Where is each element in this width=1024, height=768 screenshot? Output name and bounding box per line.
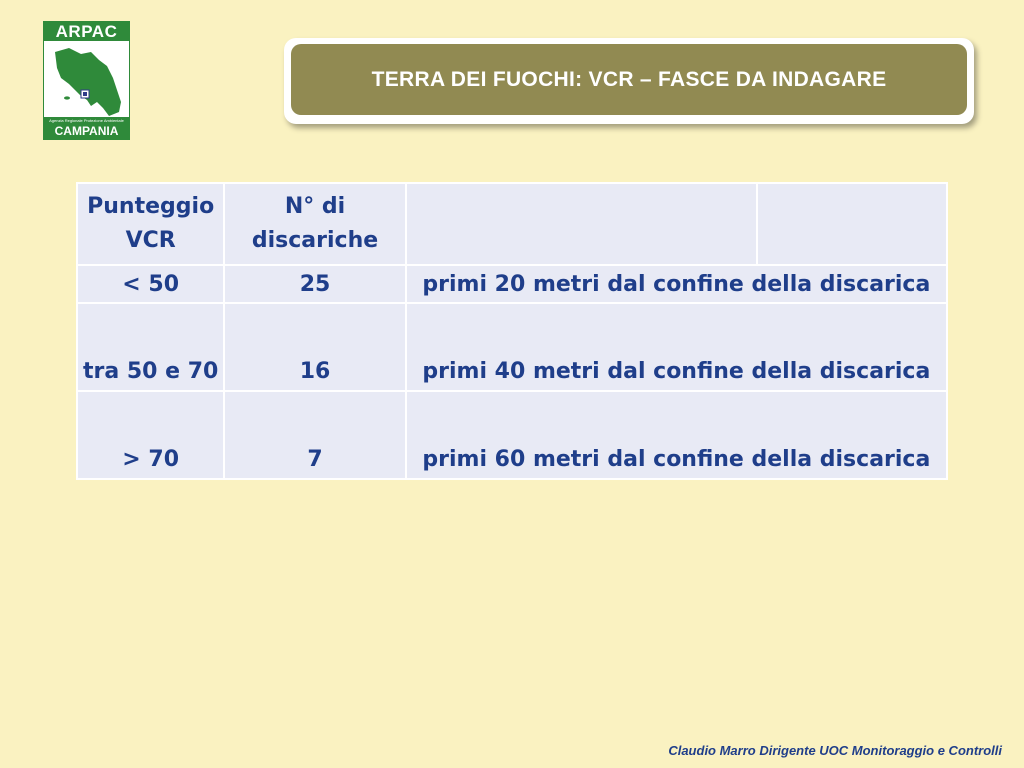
vcr-bands-table [76,182,948,480]
cell-score: tra 50 e 70 [77,303,224,391]
cell-score: > 70 [77,391,224,479]
header-empty-1 [406,183,757,265]
table-row [77,265,947,303]
header-empty-2 [757,183,947,265]
cell-count: 16 [224,303,405,391]
logo-name: ARPAC [44,22,129,41]
header-count: N° di discariche [224,183,405,265]
arpac-logo [43,21,130,140]
cell-count: 7 [224,391,405,479]
author-footer: Claudio Marro Dirigente UOC Monitoraggio e Controlli [668,743,1002,758]
logo-agency: Agenzia Regionale Protezione Ambientale [49,118,124,123]
table-row [77,303,947,391]
table-header-row [77,183,947,265]
cell-score: < 50 [77,265,224,303]
logo-region: CAMPANIA [54,124,119,138]
cell-band: primi 20 metri dal confine della discarica [406,265,947,303]
logo-footer [44,117,129,139]
cell-count: 25 [224,265,405,303]
cell-band: primi 40 metri dal confine della discarica [406,303,947,391]
table-row [77,391,947,479]
cell-band: primi 60 metri dal confine della discarica [406,391,947,479]
page-title: TERRA DEI FUOCHI: VCR – FASCE DA INDAGARE [291,44,967,115]
title-banner [284,38,974,124]
header-score: Punteggio VCR [77,183,224,265]
